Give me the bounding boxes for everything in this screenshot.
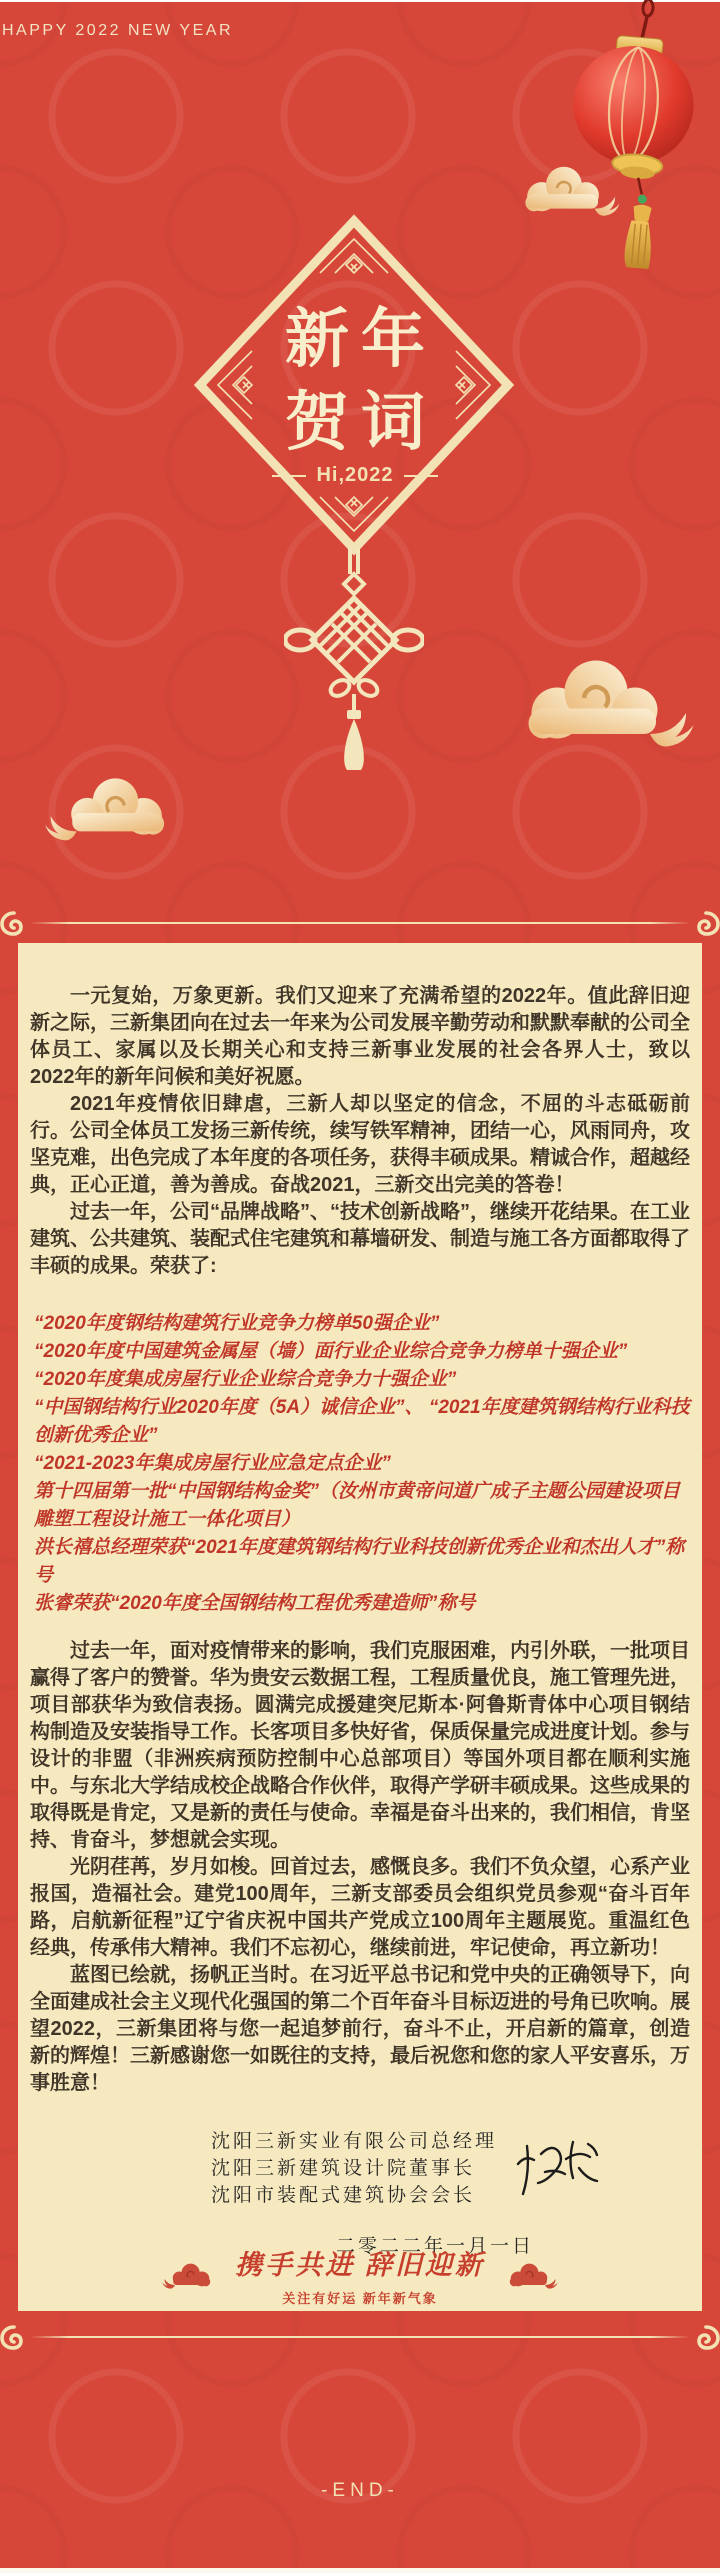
slogan-text: 携手共进 辞旧迎新 [235,2250,485,2280]
letter-paragraph: 一元复始，万象更新。我们又迎来了充满希望的2022年。值此辞旧迎新之际，三新集团向在过去一年来为公司发展辛勤劳动和默默奉献的公司全体员工、家属以及长期关心和支持三新事业发展的社会各界人士，致以2022年的新年问候和美好祝愿。 [30,985,690,1088]
signature-title: 沈阳三新建筑设计院董事长 [210,2158,475,2179]
red-cloud-icon [161,2261,215,2289]
signature-title: 沈阳市装配式建筑协会会长 [210,2185,475,2206]
slogan-block [18,2243,702,2307]
bottom-edge-strip [0,2568,720,2573]
end-label: -END- [321,2480,399,2501]
signature-title: 沈阳三新实业有限公司总经理 [210,2131,497,2152]
lantern-icon [552,0,717,280]
award-item: 第十四届第一批“中国钢结构金奖”（汝州市黄帝问道广成子主题公园建设项目雕塑工程设计施工一体化项目） [34,1481,681,1530]
letter-paragraph: 过去一年，公司“品牌战略”、“技术创新战略”，继续开花结果。在工业建筑、公共建筑、装配式住宅建筑和幕墙研发、制造与施工各方面都取得了丰硕的成果。荣获了: [30,1201,690,1277]
dash-right [404,475,438,477]
divider-line [30,922,690,924]
signature-titles [211,2128,497,2209]
slogan-column [235,2243,485,2307]
chinese-knot-icon [284,548,424,773]
award-item: “2020年度钢结构建筑行业竞争力榜单50强企业” [34,1313,440,1334]
award-item: 洪长禧总经理荣获“2021年度建筑钢结构行业科技创新优秀企业和杰出人才”称号 [34,1537,685,1586]
badge-title-line2: 贺词 [285,386,437,458]
signature-autograph [513,2132,605,2206]
award-item: “2020年度集成房屋行业企业综合竞争力十强企业” [34,1369,457,1390]
header-tagline: HAPPY 2022 NEW YEAR [2,22,233,39]
signature-row [18,2128,702,2209]
award-item: “2020年度中国建筑金属屋（墙）面行业企业综合竞争力榜单十强企业” [34,1341,628,1362]
letter-paragraph: 2021年疫情依旧肆虐，三新人却以坚定的信念，不屈的斗志砥砺前行。公司全体员工发扬三新传统，续写铁军精神，团结一心，风雨同舟，攻坚克难，出色完成了本年度的各项任务，获得丰硕成果。精诚合作，超越经典，正心正道，善为善成。奋战2021，三新交出完美的答卷！ [30,1093,690,1196]
red-cloud-icon [505,2261,559,2289]
letter-paragraph: 光阴荏苒，岁月如梭。回首过去，感慨良多。我们不负众望，心系产业报国，造福社会。建党100周年，三新支部委员会组织党员参观“奋斗百年路，启航新征程”辽宁省庆祝中国共产党成立100周年主题展览。重温红色经典，传承伟大精神。我们不忘初心，继续前进，牢记使命，再立新功！ [30,1856,690,1959]
letter-card [18,943,702,2311]
cloud-icon [516,162,622,216]
dash-left [272,475,306,477]
swirl-icon [0,910,24,936]
award-item: 张睿荣获“2020年度全国钢结构工程优秀建造师”称号 [34,1593,476,1614]
signature-area [18,2128,702,2258]
slogan-caption: 关注有好运 新年新气象 [282,2291,438,2306]
award-item: “中国钢结构行业2020年度（5A）诚信企业”、 “2021年度建筑钢结构行业科技创新优秀企业” [34,1397,690,1446]
badge-title-line1: 新年 [285,303,437,375]
awards-list [30,1310,690,1618]
cloud-icon [42,772,176,841]
top-divider [0,910,720,936]
letter-paragraph: 蓝图已绘就，扬帆正当时。在习近平总书记和党中央的正确领导下，向全面建成社会主义现代化强国的第二个百年奋斗目标迈进的号角已吹响。展望2022，三新集团将与您一起追梦前行，奋斗不止，开启新的篇章，创造新的辉煌！三新感谢您一如既往的支持，最后祝您和您的家人平安喜乐，万事胜意！ [30,1964,690,2094]
badge-subtitle-row [190,464,520,487]
badge-title [190,298,520,464]
swirl-icon [696,910,720,936]
cloud-icon [512,652,698,747]
swirl-icon [0,2324,24,2350]
letter-paragraph: 过去一年，面对疫情带来的影响，我们克服困难，内引外联，一批项目赢得了客户的赞誉。华为贵安云数据工程，工程质量优良，施工管理先进，项目部获华为致信表扬。圆满完成援建突尼斯本·阿鲁斯青体中心项目钢结构制造及安装指导工作。长客项目多快好省，保质保量完成进度计划。参与设计的非盟（非洲疾病预防控制中心总部项目）等国外项目都在顺利实施中。与东北大学结成校企战略合作伙伴，取得产学研丰硕成果。这些成果的取得既是肯定，又是新的责任与使命。幸福是奋斗出来的，我们相信，肯坚持、肯奋斗，梦想就会实现。 [30,1640,690,1851]
swirl-icon [696,2324,720,2350]
divider-line [30,2336,690,2338]
signature-date: 二零二二年一月一日 [335,2236,534,2257]
badge-subtitle: Hi,2022 [316,464,394,486]
award-item: “2021-2023年集成房屋行业应急定点企业” [34,1453,391,1474]
bottom-divider [0,2324,720,2350]
